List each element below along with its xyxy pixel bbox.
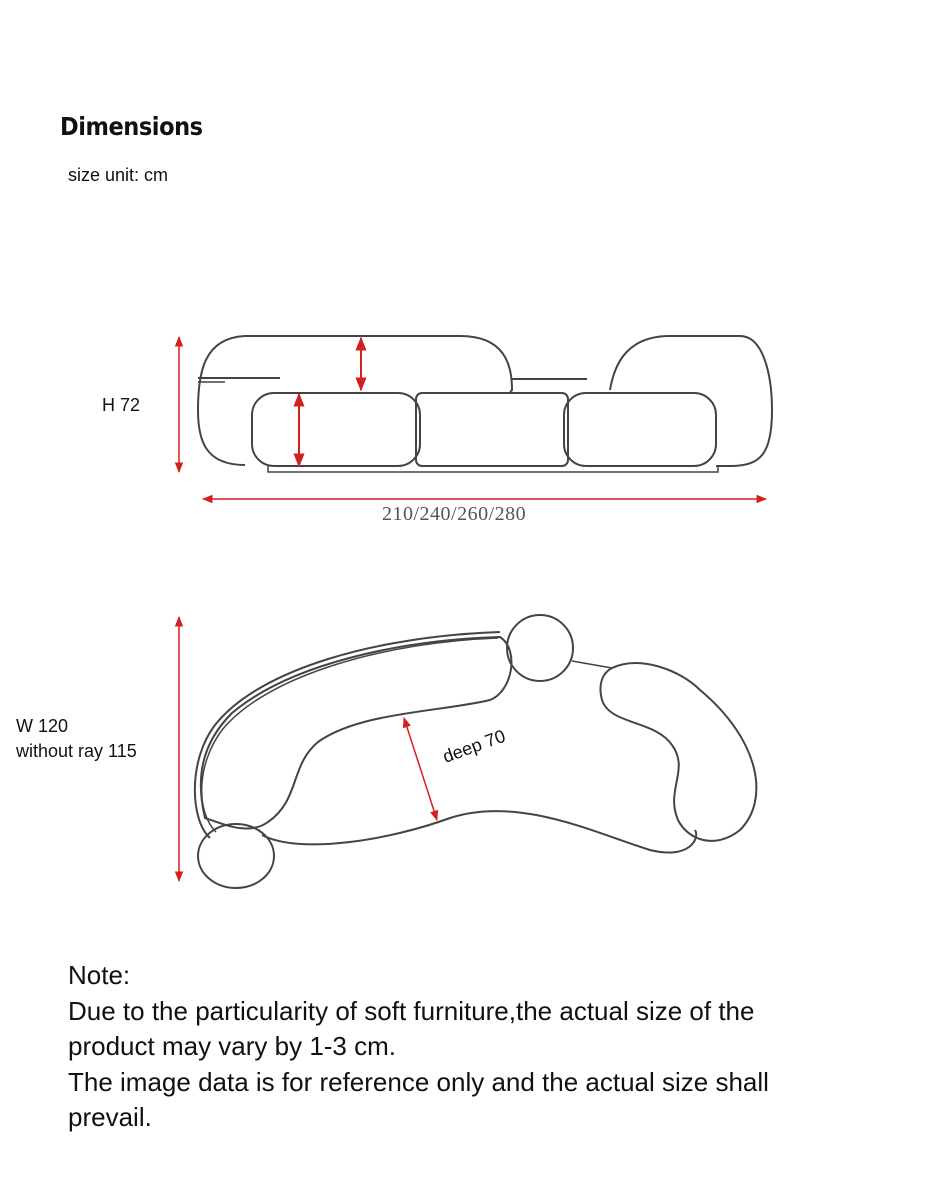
note-line-3: The image data is for reference only and the actual size shall: [68, 1066, 769, 1097]
note-line-2: product may vary by 1-3 cm.: [68, 1031, 396, 1061]
note-block: [68, 958, 888, 1136]
top-depth-line: [404, 718, 437, 820]
top-width-without-ray-label: without ray 115: [16, 741, 137, 761]
depth-label: deep 70: [440, 725, 508, 767]
top-right-chaise: [600, 663, 756, 841]
top-long-seat: [201, 637, 512, 829]
size-unit-label: size unit: cm: [68, 165, 169, 185]
top-width-label: W 120: [16, 716, 69, 736]
front-seat-middle: [416, 393, 568, 466]
sofa-front-view: [198, 336, 772, 472]
front-seat-right: [564, 393, 716, 466]
note-line-1: Due to the particularity of soft furniture,the actual size of the: [68, 995, 755, 1026]
page-title: Dimensions: [60, 112, 203, 141]
note-heading: Note:: [68, 960, 131, 990]
top-pouf-right: [507, 615, 573, 681]
height-label: H 72: [102, 395, 141, 415]
top-pouf-left: [198, 824, 274, 888]
width-label: 210/240/260/280: [382, 503, 527, 525]
front-left-back: [198, 336, 512, 465]
front-right-back: [610, 336, 772, 466]
note-line-4: prevail.: [68, 1102, 152, 1132]
front-seat-left: [252, 393, 420, 466]
top-front-edge: [262, 811, 696, 853]
top-outer-back: [195, 632, 500, 838]
